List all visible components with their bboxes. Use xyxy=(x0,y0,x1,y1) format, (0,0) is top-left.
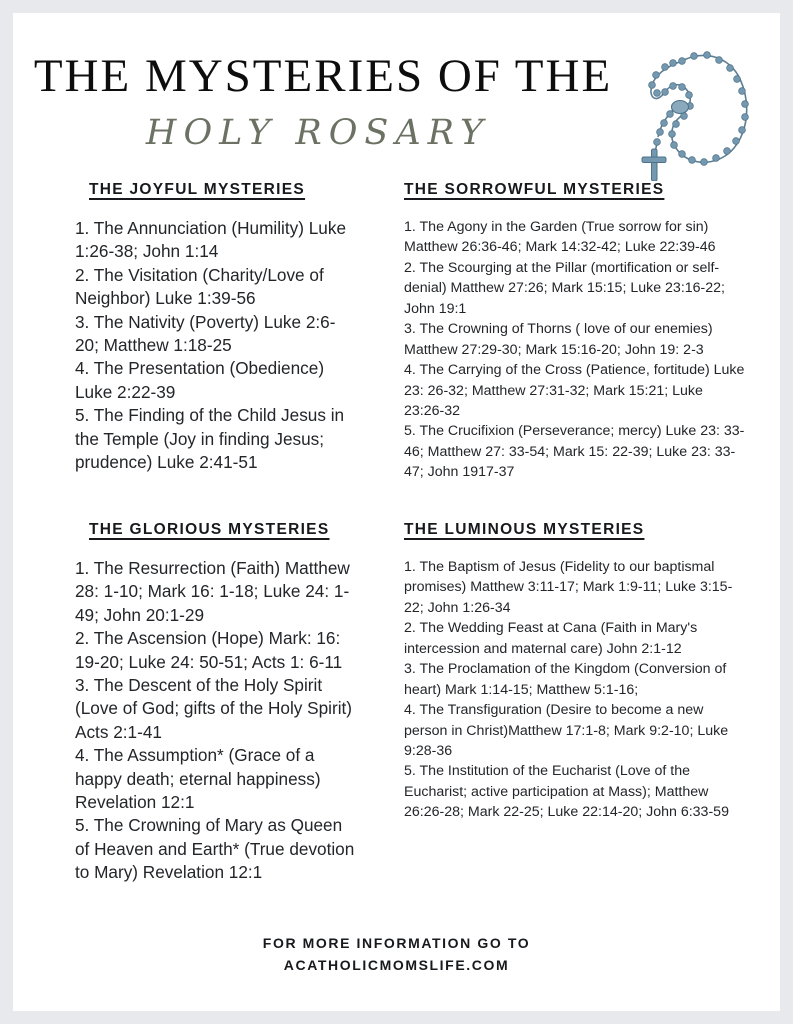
list-item: 3. The Descent of the Holy Spirit (Love of God; gifts of the Holy Spirit) Acts 2:1-41 xyxy=(75,674,353,742)
rosary-illustration xyxy=(618,31,768,181)
section-heading-sorrowful: THE SORROWFUL MYSTERIES xyxy=(404,181,665,198)
section-luminous xyxy=(358,521,780,823)
section-heading-glorious: THE GLORIOUS MYSTERIES xyxy=(89,521,330,538)
list-item: 5. The Crucifixion (Perseverance; mercy) Luke 23: 33-46; Matthew 27: 33-54; Mark 15: 22-39; Luke 23: 33-47; John 1917-37 xyxy=(404,423,745,481)
list-item: 4. The Transfiguration (Desire to become a new person in Christ)Matthew 17:1-8; Mark 9:2-10; Luke 9:28-36 xyxy=(404,702,729,759)
mysteries-row-bottom xyxy=(13,521,780,884)
list-item: 3. The Proclamation of the Kingdom (Conversion of heart) Mark 1:14-15; Matthew 5:1-16; xyxy=(404,661,727,698)
list-item: 4. The Presentation (Obedience) Luke 2:22-39 xyxy=(75,358,325,402)
mystery-list-luminous xyxy=(404,557,746,823)
mysteries-grid xyxy=(13,181,780,884)
mystery-list-joyful xyxy=(75,217,358,474)
list-item: 3. The Crowning of Thorns ( love of our enemies) Matthew 27:29-30; Mark 15:16-20; John 19: 2-3 xyxy=(404,321,713,358)
list-item: 5. The Finding of the Child Jesus in the Temple (Joy in finding Jesus; prudence) Luke 2:41-51 xyxy=(75,405,345,472)
mystery-list-glorious xyxy=(75,557,358,884)
list-item: 3. The Nativity (Poverty) Luke 2:6-20; Matthew 1:18-25 xyxy=(75,311,336,355)
page-subtitle: HOLY ROSARY xyxy=(145,113,491,153)
page-header xyxy=(13,13,780,173)
list-item: 1. The Baptism of Jesus (Fidelity to our baptismal promises) Matthew 3:11-17; Mark 1:9-11; Luke 3:15-22; John 1:26-34 xyxy=(404,559,733,616)
list-item: 1. The Resurrection (Faith) Matthew 28: 1-10; Mark 16: 1-18; Luke 24: 1-49; John 20:1-29 xyxy=(75,558,350,625)
page-footer xyxy=(13,933,780,976)
footer-info-line: FOR MORE INFORMATION GO TO xyxy=(262,935,531,951)
mystery-list-sorrowful xyxy=(404,217,746,483)
mysteries-row-top xyxy=(13,181,780,521)
list-item: 4. The Assumption* (Grace of a happy death; eternal happiness) Revelation 12:1 xyxy=(75,745,321,812)
list-item: 4. The Carrying of the Cross (Patience, fortitude) Luke 23: 26-32; Matthew 27:31-32; Mark 15:21; Luke 23:26-32 xyxy=(404,362,745,419)
section-sorrowful xyxy=(358,181,780,483)
list-item: 1. The Annunciation (Humility) Luke 1:26-38; John 1:14 xyxy=(75,218,347,262)
footer-website: ACATHOLICMOMSLIFE.COM xyxy=(283,956,510,973)
list-item: 2. The Ascension (Hope) Mark: 16: 19-20; Luke 24: 50-51; Acts 1: 6-11 xyxy=(75,628,343,672)
list-item: 5. The Crowning of Mary as Queen of Heaven and Earth* (True devotion to Mary) Revelation 12:1 xyxy=(75,815,355,883)
list-item: 1. The Agony in the Garden (True sorrow for sin) Matthew 26:36-46; Mark 14:32-42; Luke 22:39-46 xyxy=(404,219,716,256)
list-item: 2. The Scourging at the Pillar (mortification or self-denial) Matthew 27:26; Mark 15:15; Luke 23:16-22; John 19:1 xyxy=(404,259,725,317)
list-item: 5. The Institution of the Eucharist (Love of the Eucharist; active participation at Mass); Matthew 26:26-28; Mark 22-25; Luke 22:14-20; John 6:33-59 xyxy=(404,763,729,821)
list-item: 2. The Wedding Feast at Cana (Faith in Mary's intercession and maternal care) John 2:1-12 xyxy=(404,620,698,657)
crucifix-icon xyxy=(642,149,666,181)
section-joyful xyxy=(13,181,358,474)
page-title: THE MYSTERIES OF THE xyxy=(33,50,613,102)
section-heading-luminous: THE LUMINOUS MYSTERIES xyxy=(404,521,645,538)
list-item: 2. The Visitation (Charity/Love of Neighbor) Luke 1:39-56 xyxy=(75,264,324,309)
printable-page xyxy=(13,13,780,1011)
section-glorious xyxy=(13,521,358,884)
rosary-centerpiece xyxy=(672,101,689,114)
section-heading-joyful: THE JOYFUL MYSTERIES xyxy=(89,181,306,198)
